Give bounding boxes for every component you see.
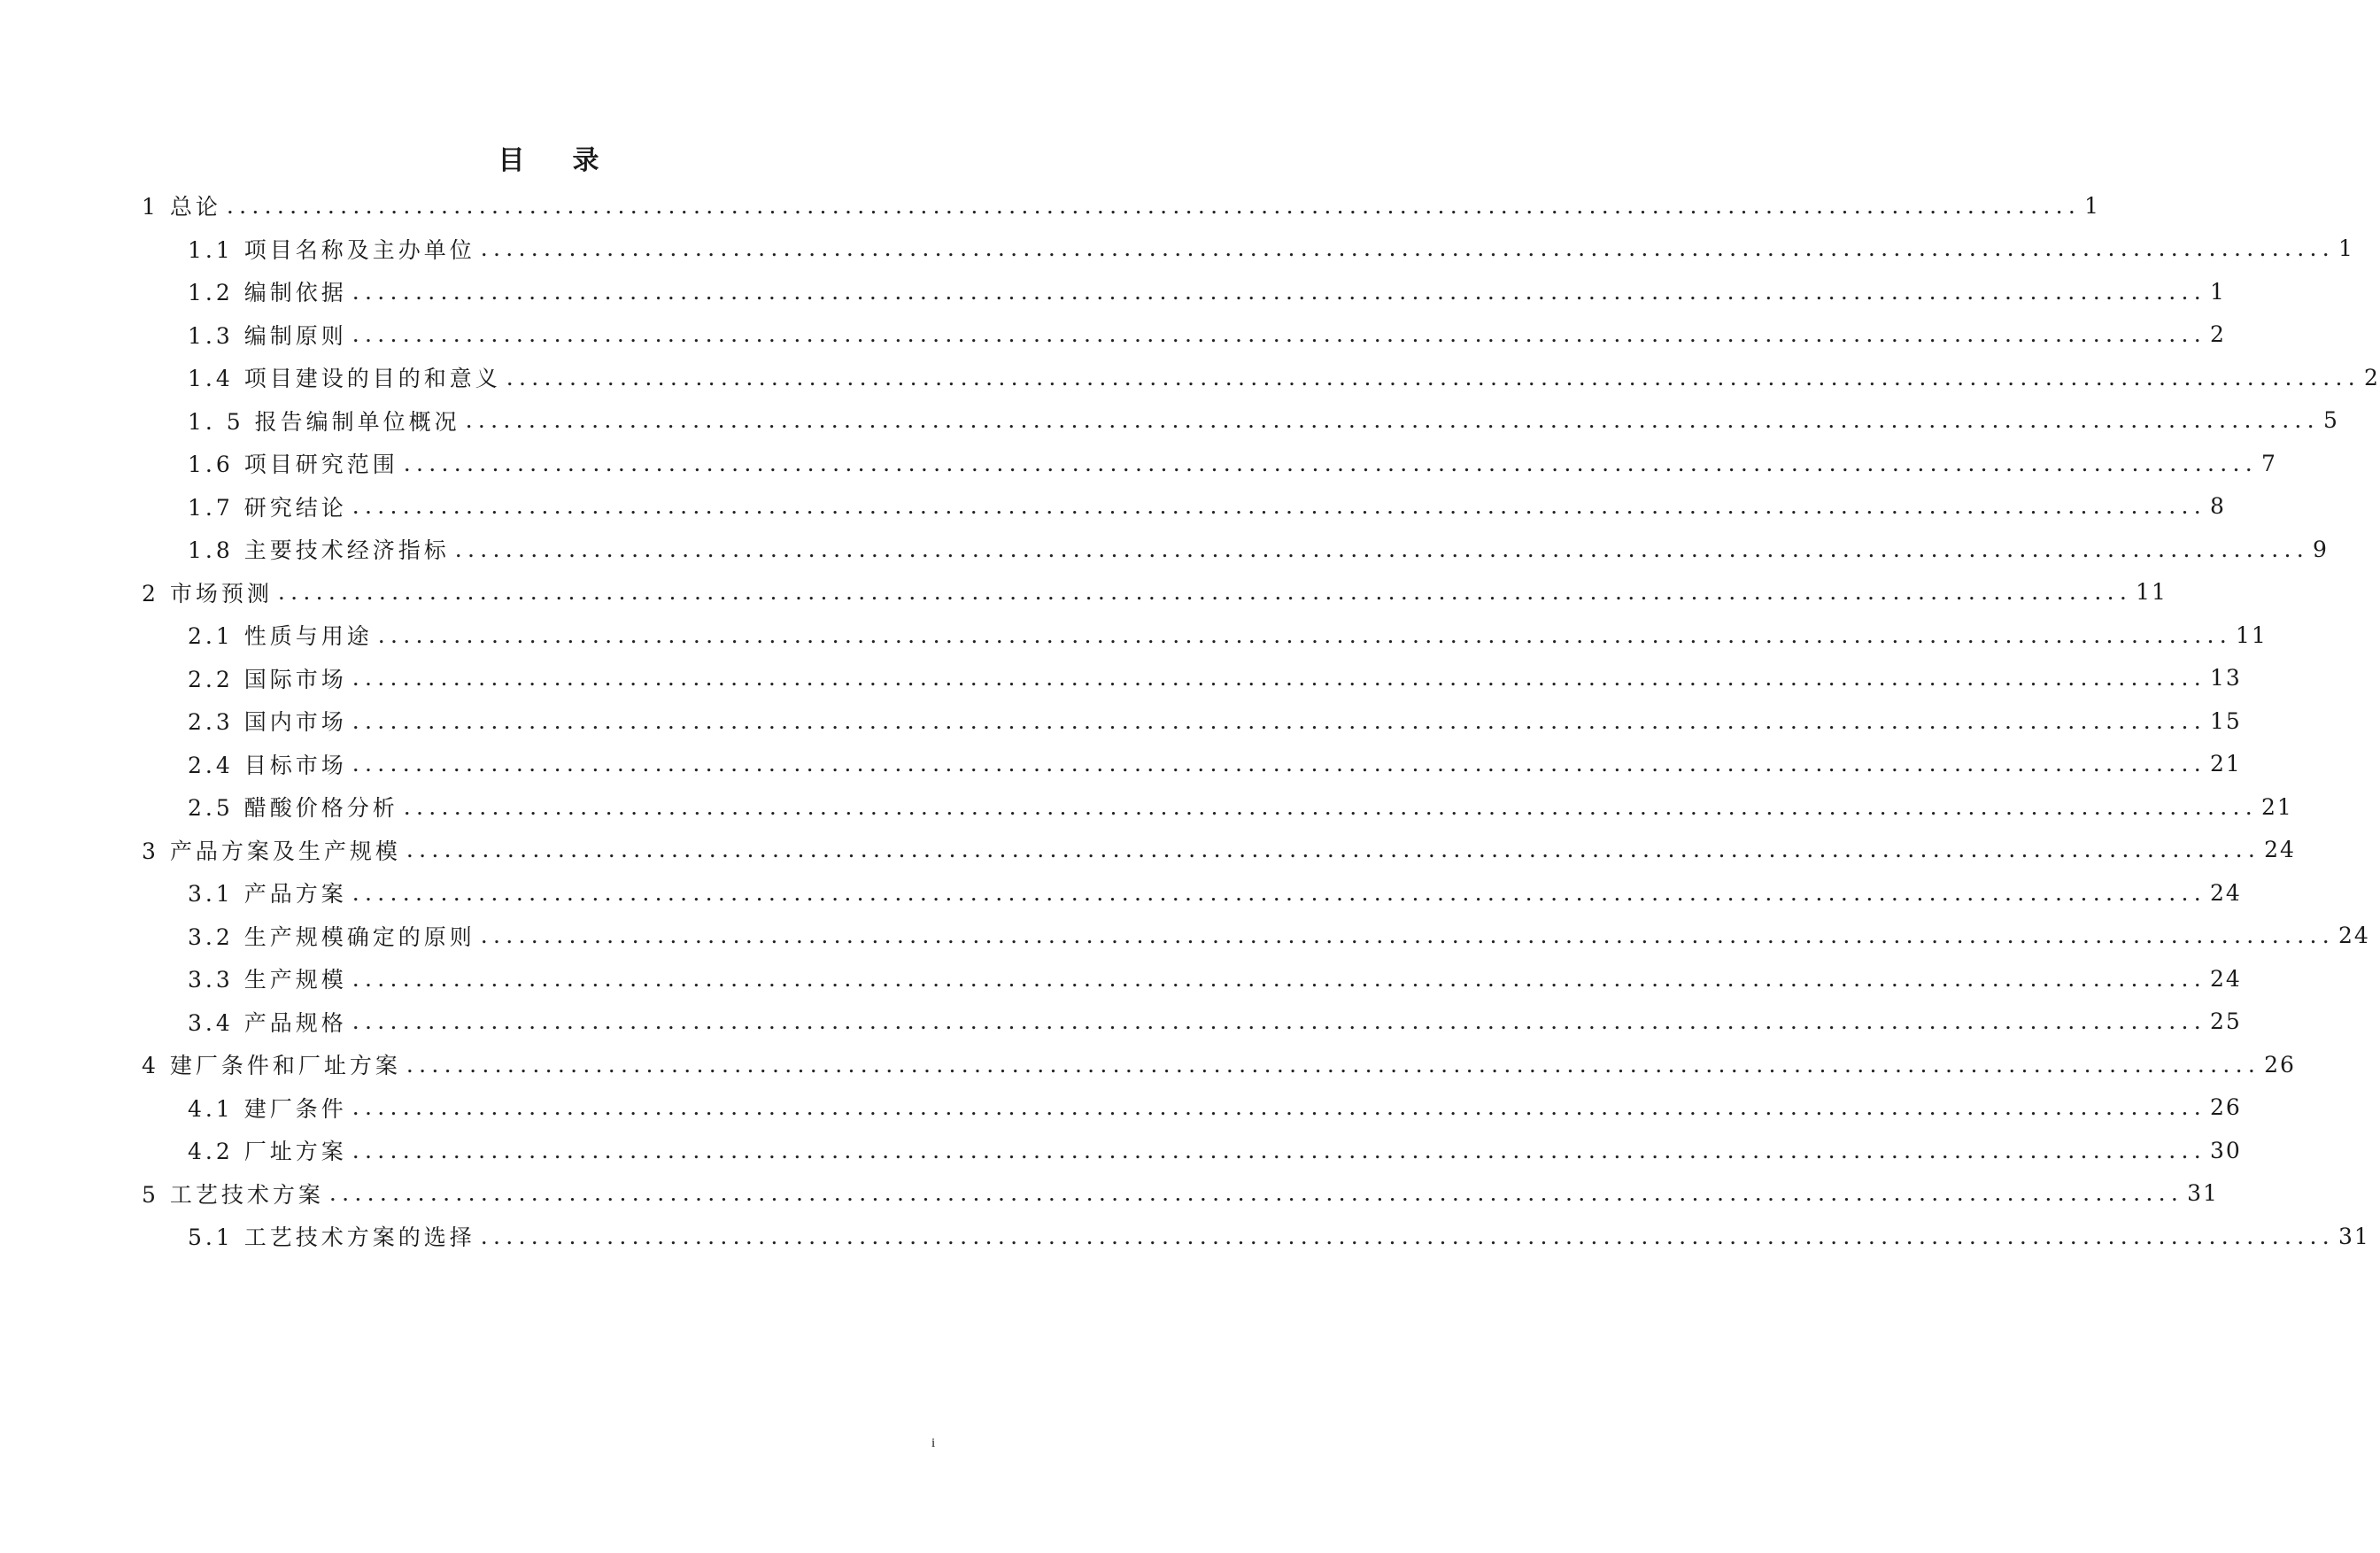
toc-page-number: 24 bbox=[2210, 879, 2242, 906]
toc-section-entry[interactable] bbox=[188, 489, 2226, 524]
toc-leader-dots: ................................................................................................................................................... bbox=[403, 793, 2258, 820]
toc-section-entry[interactable] bbox=[188, 961, 2242, 996]
toc-section-entry[interactable] bbox=[188, 789, 2293, 824]
toc-leader-dots: ................................................................................................................................................... bbox=[480, 923, 2335, 948]
toc-section-entry[interactable] bbox=[188, 746, 2242, 782]
toc-entry-label: 3.2 生产规模确定的原则 bbox=[188, 923, 475, 950]
toc-leader-dots: ................................................................................................................................................... bbox=[403, 450, 2258, 476]
toc-leader-dots: ................................................................................................................................................... bbox=[377, 622, 2232, 648]
toc-section-entry[interactable] bbox=[188, 1218, 2370, 1254]
footer-page-number: i bbox=[931, 1436, 936, 1450]
toc-entry-label: 1. 5 报告编制单位概况 bbox=[188, 408, 460, 435]
toc-entry-label: 2.1 性质与用途 bbox=[188, 623, 373, 649]
toc-entry-label: 4 建厂条件和厂址方案 bbox=[142, 1053, 401, 1078]
toc-section-entry[interactable] bbox=[188, 274, 2226, 309]
toc-section-entry[interactable] bbox=[188, 445, 2277, 481]
toc-leader-dots: ................................................................................................................................................... bbox=[480, 1223, 2335, 1249]
toc-section-entry[interactable] bbox=[188, 617, 2268, 653]
toc-entry-label: 5 工艺技术方案 bbox=[142, 1181, 324, 1208]
toc-page-number: 31 bbox=[2338, 1223, 2370, 1249]
toc-leader-dots: ................................................................................................................................................... bbox=[352, 493, 2206, 519]
toc-entry-label: 1.3 编制原则 bbox=[188, 322, 347, 349]
toc-section-entry[interactable] bbox=[188, 531, 2329, 567]
toc-entry-label: 1 总论 bbox=[142, 194, 221, 220]
toc-entry-label: 2.3 国内市场 bbox=[188, 709, 347, 735]
toc-leader-dots: ................................................................................................................................................... bbox=[352, 1008, 2206, 1034]
toc-page-number: 13 bbox=[2210, 665, 2242, 691]
toc-chapter-entry[interactable] bbox=[142, 1176, 2219, 1211]
toc-page-number: 2 bbox=[2364, 364, 2380, 390]
toc-section-entry[interactable] bbox=[188, 403, 2339, 438]
toc-entry-label: 2.2 国际市场 bbox=[188, 666, 347, 692]
toc-leader-dots: ................................................................................................................................................... bbox=[352, 751, 2206, 776]
toc-entry-label: 1.1 项目名称及主办单位 bbox=[188, 236, 475, 263]
toc-chapter-entry[interactable] bbox=[142, 1047, 2296, 1082]
toc-entry-label: 5.1 工艺技术方案的选择 bbox=[188, 1225, 475, 1250]
toc-page-number: 25 bbox=[2210, 1008, 2242, 1034]
toc-entry-label: 1.6 项目研究范围 bbox=[188, 452, 398, 477]
toc-leader-dots: ................................................................................................................................................... bbox=[406, 1051, 2261, 1078]
toc-leader-dots: ................................................................................................................................................... bbox=[277, 579, 2133, 605]
toc-entry-label: 3.4 产品规格 bbox=[188, 1009, 347, 1036]
toc-section-entry[interactable] bbox=[188, 317, 2226, 352]
toc-entry-label: 2 市场预测 bbox=[142, 580, 273, 607]
toc-leader-dots: ................................................................................................................................................... bbox=[352, 321, 2206, 347]
toc-leader-dots: ................................................................................................................................................... bbox=[406, 837, 2261, 862]
toc-page-number: 26 bbox=[2210, 1094, 2242, 1120]
toc-chapter-entry[interactable] bbox=[142, 188, 2101, 223]
toc-page-number: 11 bbox=[2136, 579, 2168, 605]
toc-entry-label: 2.4 目标市场 bbox=[188, 752, 347, 778]
toc-page-number: 24 bbox=[2338, 923, 2370, 948]
toc-leader-dots: ................................................................................................................................................... bbox=[352, 278, 2206, 305]
table-of-contents bbox=[0, 188, 2380, 1392]
toc-leader-dots: ................................................................................................................................................... bbox=[465, 407, 2320, 433]
toc-page-number: 11 bbox=[2236, 622, 2268, 648]
toc-entry-label: 1.7 研究结论 bbox=[188, 494, 347, 521]
toc-leader-dots: ................................................................................................................................................... bbox=[352, 879, 2206, 906]
toc-leader-dots: ................................................................................................................................................... bbox=[454, 536, 2309, 562]
toc-leader-dots: ................................................................................................................................................... bbox=[352, 965, 2206, 992]
toc-leader-dots: ................................................................................................................................................... bbox=[506, 364, 2361, 390]
toc-chapter-entry[interactable] bbox=[142, 832, 2296, 868]
toc-leader-dots: ................................................................................................................................................... bbox=[328, 1180, 2184, 1206]
toc-leader-dots: ................................................................................................................................................... bbox=[352, 707, 2206, 734]
toc-page-number: 1 bbox=[2338, 236, 2354, 261]
toc-section-entry[interactable] bbox=[188, 1004, 2242, 1039]
toc-entry-label: 4.1 建厂条件 bbox=[188, 1095, 347, 1122]
toc-entry-label: 2.5 醋酸价格分析 bbox=[188, 795, 398, 821]
toc-page-number: 5 bbox=[2322, 407, 2339, 433]
toc-page-number: 7 bbox=[2261, 450, 2277, 476]
toc-page-number: 15 bbox=[2210, 707, 2242, 734]
toc-section-entry[interactable] bbox=[188, 359, 2380, 395]
toc-section-entry[interactable] bbox=[188, 875, 2242, 910]
title-char-1: 目 bbox=[498, 145, 527, 176]
toc-leader-dots: ................................................................................................................................................... bbox=[352, 665, 2206, 691]
toc-leader-dots: ................................................................................................................................................... bbox=[352, 1094, 2206, 1120]
toc-leader-dots: ................................................................................................................................................... bbox=[352, 1137, 2206, 1163]
toc-section-entry[interactable] bbox=[188, 231, 2354, 267]
toc-section-entry[interactable] bbox=[188, 703, 2242, 738]
toc-page-number: 24 bbox=[2210, 965, 2242, 992]
title-char-2: 录 bbox=[572, 145, 601, 176]
toc-page-number: 24 bbox=[2264, 837, 2296, 862]
toc-page-number: 21 bbox=[2210, 751, 2242, 776]
toc-page-number: 21 bbox=[2261, 793, 2293, 820]
page-title bbox=[0, 138, 1099, 177]
toc-section-entry[interactable] bbox=[188, 661, 2242, 696]
toc-chapter-entry[interactable] bbox=[142, 575, 2168, 610]
toc-leader-dots: ................................................................................................................................................... bbox=[480, 236, 2335, 261]
toc-entry-label: 1.8 主要技术经济指标 bbox=[188, 537, 450, 563]
toc-page-number: 8 bbox=[2210, 493, 2226, 519]
toc-page-number: 26 bbox=[2264, 1051, 2296, 1078]
toc-page-number: 1 bbox=[2210, 278, 2226, 305]
toc-entry-label: 1.4 项目建设的目的和意义 bbox=[188, 366, 501, 391]
toc-entry-label: 3 产品方案及生产规模 bbox=[142, 838, 401, 864]
toc-section-entry[interactable] bbox=[188, 1132, 2242, 1168]
toc-entry-label: 1.2 编制依据 bbox=[188, 280, 347, 305]
toc-page-number: 9 bbox=[2313, 536, 2329, 562]
toc-entry-label: 3.3 生产规模 bbox=[188, 967, 347, 993]
toc-section-entry[interactable] bbox=[188, 918, 2370, 954]
toc-entry-label: 3.1 产品方案 bbox=[188, 881, 347, 907]
toc-page-number: 1 bbox=[2084, 192, 2101, 219]
toc-page-number: 30 bbox=[2210, 1137, 2242, 1163]
toc-page-number: 2 bbox=[2210, 321, 2226, 347]
toc-leader-dots: ................................................................................................................................................... bbox=[226, 192, 2082, 219]
toc-page-number: 31 bbox=[2187, 1180, 2219, 1206]
toc-section-entry[interactable] bbox=[188, 1090, 2242, 1125]
toc-entry-label: 4.2 厂址方案 bbox=[188, 1139, 347, 1164]
